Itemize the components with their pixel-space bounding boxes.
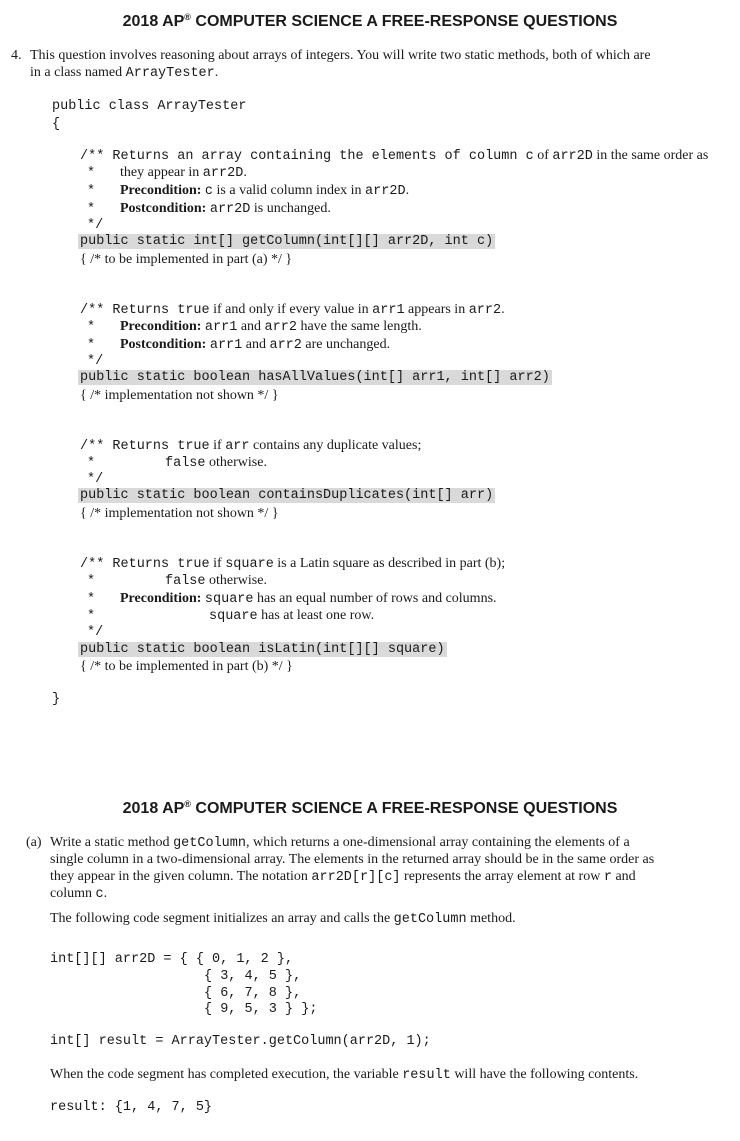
page-header: 2018 AP® COMPUTER SCIENCE A FREE-RESPONSE QUESTIONS: [122, 799, 618, 817]
class-declaration: public class ArrayTester: [52, 99, 247, 114]
comment-line: /** Returns true if and only if every value in arr1 appears in arr2.: [80, 302, 505, 318]
method-signature: public static int[] getColumn(int[][] arr2D, int c): [80, 234, 494, 249]
method-body: { /* to be implemented in part (a) */ }: [80, 252, 293, 267]
part-a-label: (a): [26, 835, 42, 850]
method-signature: public static boolean containsDuplicates(int[] arr): [80, 488, 494, 503]
code-line: { 6, 7, 8 },: [204, 986, 302, 1001]
method-signature: public static boolean hasAllValues(int[] arr1, int[] arr2): [80, 370, 550, 385]
comment-line: /** Returns an array containing the elements of column c of arr2D in the same order as: [80, 148, 709, 164]
comment-line: * Precondition: square has an equal number of rows and columns.: [87, 591, 497, 607]
method-body: { /* implementation not shown */ }: [80, 388, 279, 403]
part-a-paragraph2: The following code segment initializes an array and calls the getColumn method.: [50, 911, 516, 927]
method-body: { /* implementation not shown */ }: [80, 506, 279, 521]
comment-line: * false otherwise.: [87, 455, 267, 471]
part-a-line4: column c.: [50, 886, 108, 902]
code-line: { 9, 5, 3 } };: [204, 1002, 318, 1017]
page-header: 2018 AP® COMPUTER SCIENCE A FREE-RESPONSE QUESTIONS: [122, 12, 618, 30]
comment-line: * false otherwise.: [87, 573, 267, 589]
comment-end: */: [87, 218, 104, 233]
part-a-line2: single column in a two-dimensional array. The elements in the returned array should be in the same order as: [50, 852, 655, 867]
comment-end: */: [87, 625, 104, 640]
comment-end: */: [87, 354, 104, 369]
comment-line: /** Returns true if square is a Latin square as described in part (b);: [80, 556, 506, 572]
question-intro-line1: This question involves reasoning about arrays of integers. You will write two static methods, both of which are: [30, 48, 651, 63]
code-line: int[][] arr2D = { { 0, 1, 2 },: [50, 952, 294, 967]
comment-line: * Postcondition: arr2D is unchanged.: [87, 201, 331, 217]
comment-line: /** Returns true if arr contains any duplicate values;: [80, 438, 422, 454]
part-a-paragraph3: When the code segment has completed execution, the variable result will have the following contents.: [50, 1067, 639, 1083]
part-a-line1: Write a static method getColumn, which returns a one-dimensional array containing the elements of a: [50, 835, 630, 851]
comment-line: * Precondition: c is a valid column index in arr2D.: [87, 183, 410, 199]
question-number: 4.: [11, 48, 22, 63]
comment-line: * Precondition: arr1 and arr2 have the same length.: [87, 319, 422, 335]
registered-mark: ®: [184, 12, 191, 22]
method-body: { /* to be implemented in part (b) */ }: [80, 659, 293, 674]
code-line: { 3, 4, 5 },: [204, 969, 302, 984]
class-close-brace: }: [52, 692, 61, 707]
comment-line: * Postcondition: arr1 and arr2 are unchanged.: [87, 337, 391, 353]
method-signature: public static boolean isLatin(int[][] square): [80, 642, 445, 657]
registered-mark: ®: [184, 799, 191, 809]
question-intro-line2: in a class named ArrayTester.: [30, 65, 219, 81]
code-line: int[] result = ArrayTester.getColumn(arr2D, 1);: [50, 1034, 431, 1049]
comment-line: * square has at least one row.: [87, 608, 375, 624]
comment-line: * they appear in arr2D.: [87, 165, 247, 181]
comment-end: */: [87, 472, 104, 487]
part-a-line3: they appear in the given column. The notation arr2D[r][c] represents the array element at row r and: [50, 869, 636, 885]
class-open-brace: {: [52, 117, 61, 132]
result-output: result: {1, 4, 7, 5}: [50, 1100, 213, 1115]
